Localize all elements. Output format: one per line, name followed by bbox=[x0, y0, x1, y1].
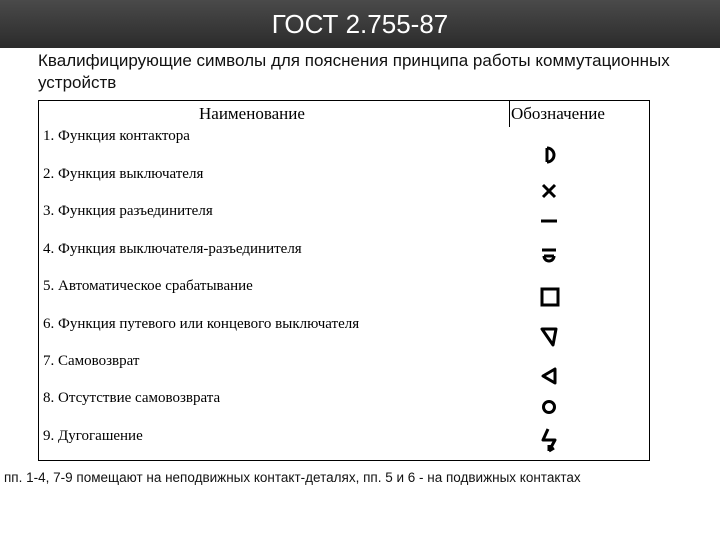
row-label-8: 8. Отсутствие самовозврата bbox=[43, 390, 221, 406]
row-label-4: 4. Функция выключателя-разъединителя bbox=[43, 241, 302, 257]
slide-subtitle: Квалифицирующие символы для пояснения принципа работы коммутационных устройств bbox=[38, 51, 670, 92]
row-label-7: 7. Самовозврат bbox=[43, 353, 140, 369]
switch-disconnector-icon bbox=[539, 247, 559, 267]
footnote: пп. 1-4, 7-9 помещают на неподвижных контакт-деталях, пп. 5 и 6 - на подвижных контактах bbox=[4, 470, 581, 485]
row-label-9: 9. Дугогашение bbox=[43, 428, 143, 444]
header-name: Наименование bbox=[199, 104, 305, 123]
switch-function-icon bbox=[539, 181, 559, 201]
column-divider bbox=[509, 101, 510, 127]
row-label-5: 5. Автоматическое срабатывание bbox=[43, 278, 253, 294]
contactor-function-icon bbox=[539, 145, 559, 165]
self-return-icon bbox=[539, 365, 559, 387]
row-label-3: 3. Функция разъединителя bbox=[43, 203, 213, 219]
limit-switch-icon bbox=[539, 325, 559, 349]
symbols-table bbox=[38, 100, 650, 461]
row-label-2: 2. Функция выключателя bbox=[43, 166, 204, 182]
row-label-6: 6. Функция путевого или концевого выключателя bbox=[43, 316, 360, 332]
disconnector-function-icon bbox=[539, 214, 559, 228]
no-self-return-icon bbox=[539, 397, 559, 417]
automatic-trip-icon bbox=[539, 286, 561, 308]
slide-title: ГОСТ 2.755-87 bbox=[271, 9, 449, 39]
arc-quenching-icon bbox=[539, 427, 561, 453]
header-symbol: Обозначение bbox=[511, 104, 605, 123]
row-label-1: 1. Функция контактора bbox=[43, 128, 190, 144]
